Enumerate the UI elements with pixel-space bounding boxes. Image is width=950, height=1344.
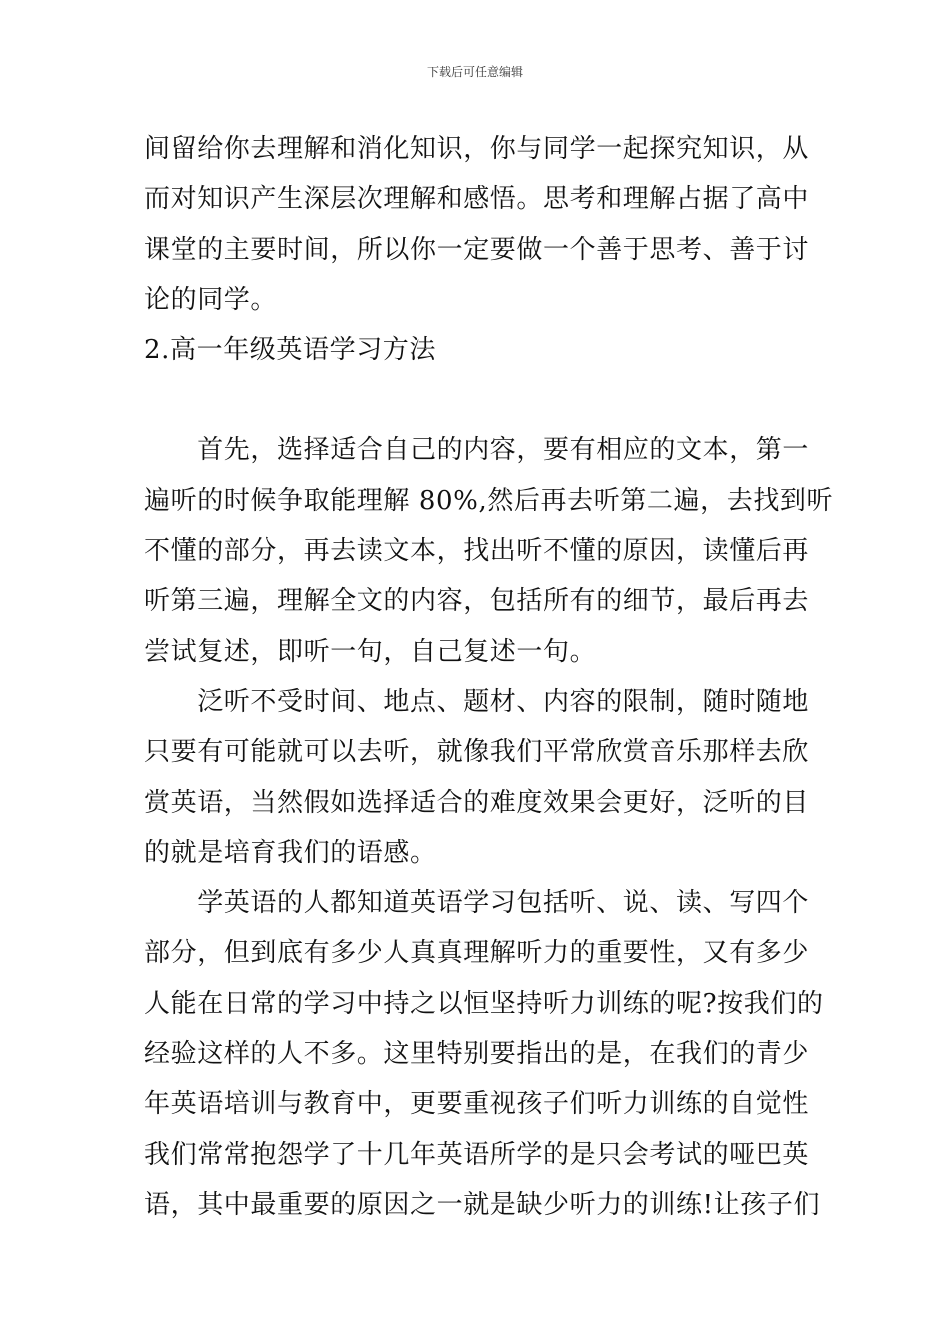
document-body xyxy=(144,124,834,1230)
section-heading: 2.高一年级英语学习方法 xyxy=(144,335,437,366)
text-line: 听第三遍，理解全文的内容，包括所有的细节，最后再去 xyxy=(144,586,810,617)
text-line: 我们常常抱怨学了十几年英语所学的是只会考试的哑巴英 xyxy=(144,1139,810,1170)
text-line: 尝试复述，即听一句，自己复述一句。 xyxy=(144,636,597,667)
text-line: 学英语的人都知道英语学习包括听、说、读、写四个 xyxy=(144,888,810,919)
text-line: 首先，选择适合自己的内容，要有相应的文本，第一 xyxy=(144,435,810,466)
text-line: 不懂的部分，再去读文本，找出听不懂的原因，读懂后再 xyxy=(144,536,810,567)
text-line: 而对知识产生深层次理解和感悟。思考和理解占据了高中 xyxy=(144,184,810,215)
text-line: 经验这样的人不多。这里特别要指出的是，在我们的青少 xyxy=(144,1039,810,1070)
text-line: 年英语培训与教育中，更要重视孩子们听力训练的自觉性 xyxy=(144,1089,810,1120)
text-line: 课堂的主要时间，所以你一定要做一个善于思考、善于讨 xyxy=(144,234,810,265)
text-line: 泛听不受时间、地点、题材、内容的限制，随时随地 xyxy=(144,686,810,717)
text-line: 的就是培育我们的语感。 xyxy=(144,837,437,868)
text-line: 人能在日常的学习中持之以恒坚持听力训练的呢?按我们的 xyxy=(144,988,824,1019)
text-line: 赏英语，当然假如选择适合的难度效果会更好，泛听的目 xyxy=(144,787,810,818)
text-line: 语，其中最重要的原因之一就是缺少听力的训练!让孩子们 xyxy=(144,1189,821,1220)
text-line: 部分，但到底有多少人真真理解听力的重要性，又有多少 xyxy=(144,938,810,969)
text-line: 论的同学。 xyxy=(144,284,278,315)
section-spacer xyxy=(144,375,814,425)
text-line: 遍听的时候争取能理解 80%,然后再去听第二遍，去找到听 xyxy=(144,485,834,516)
text-line: 只要有可能就可以去听，就像我们平常欣赏音乐那样去欣 xyxy=(144,737,810,768)
text-line: 间留给你去理解和消化知识，你与同学一起探究知识，从 xyxy=(144,134,810,164)
page-header: 下载后可任意编辑 xyxy=(426,65,523,79)
